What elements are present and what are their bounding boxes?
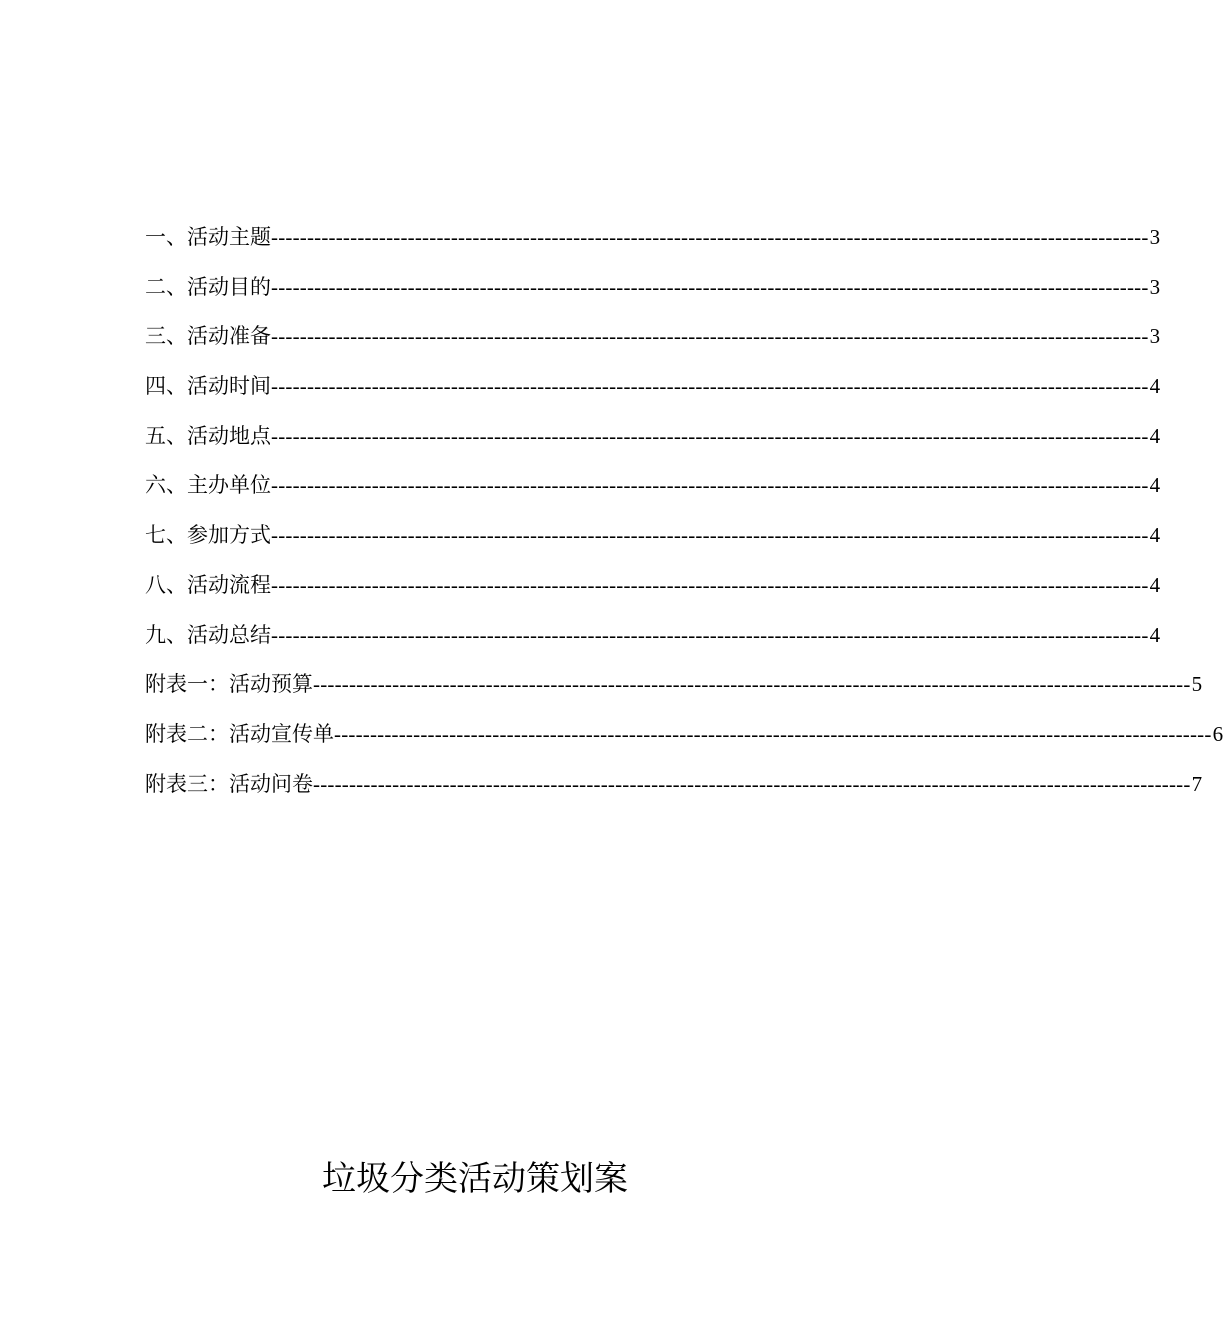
toc-entry[interactable] xyxy=(145,511,1161,561)
toc-entry-label: 三、活动准备 xyxy=(145,324,271,349)
toc-page-number: 4 xyxy=(1149,473,1161,498)
toc-entry-label: 附表三：活动问卷 xyxy=(145,771,313,796)
toc-dot-leader: -------------------------------------------------------------------------------------------------------------------------- xyxy=(334,721,1212,746)
toc-dot-leader: -------------------------------------------------------------------------------------------------------------------------- xyxy=(271,324,1149,349)
toc-entry[interactable] xyxy=(145,263,1161,313)
toc-entry[interactable] xyxy=(145,461,1161,511)
toc-page-number: 4 xyxy=(1149,523,1161,548)
toc-entry-label: 二、活动目的 xyxy=(145,274,271,299)
toc-page-number: 4 xyxy=(1149,622,1161,647)
toc-entry[interactable] xyxy=(145,412,1161,462)
toc-entry[interactable] xyxy=(145,710,1223,760)
toc-entry-label: 九、活动总结 xyxy=(145,622,271,647)
toc-entry[interactable] xyxy=(145,660,1203,710)
toc-dot-leader: -------------------------------------------------------------------------------------------------------------------------- xyxy=(313,771,1191,796)
toc-dot-leader: -------------------------------------------------------------------------------------------------------------------------- xyxy=(271,274,1149,299)
toc-entry-label: 八、活动流程 xyxy=(145,572,271,597)
toc-page-number: 4 xyxy=(1149,374,1161,399)
toc-entry-label: 六、主办单位 xyxy=(145,473,271,498)
toc-page-number: 3 xyxy=(1149,324,1161,349)
toc-page-number: 3 xyxy=(1149,225,1161,249)
toc-dot-leader: -------------------------------------------------------------------------------------------------------------------------- xyxy=(271,622,1149,647)
toc-dot-leader: -------------------------------------------------------------------------------------------------------------------------- xyxy=(271,423,1149,448)
toc-page-number: 3 xyxy=(1149,274,1161,299)
toc-dot-leader: -------------------------------------------------------------------------------------------------------------------------- xyxy=(271,572,1149,597)
toc-dot-leader: -------------------------------------------------------------------------------------------------------------------------- xyxy=(271,225,1149,249)
toc-entry[interactable] xyxy=(145,760,1203,810)
toc-entry-label: 七、参加方式 xyxy=(145,523,271,548)
document-title: 垃圾分类活动策划案 xyxy=(322,1159,628,1199)
toc-dot-leader: -------------------------------------------------------------------------------------------------------------------------- xyxy=(271,523,1149,548)
toc-entry-label: 附表二：活动宣传单 xyxy=(145,721,334,746)
toc-dot-leader: -------------------------------------------------------------------------------------------------------------------------- xyxy=(271,374,1149,399)
toc-entry[interactable] xyxy=(145,312,1161,362)
toc-page-number: 6 xyxy=(1212,721,1223,746)
toc-entry[interactable] xyxy=(145,362,1161,412)
toc-entry-label: 五、活动地点 xyxy=(145,423,271,448)
toc-page-number: 4 xyxy=(1149,423,1161,448)
toc-dot-leader: -------------------------------------------------------------------------------------------------------------------------- xyxy=(271,473,1149,498)
toc-page-number: 5 xyxy=(1191,672,1203,697)
table-of-contents xyxy=(145,213,1223,809)
toc-entry[interactable] xyxy=(145,561,1161,611)
toc-entry[interactable] xyxy=(145,213,1161,263)
toc-page-number: 7 xyxy=(1191,771,1203,796)
toc-entry-label: 一、活动主题 xyxy=(145,225,271,249)
toc-dot-leader: -------------------------------------------------------------------------------------------------------------------------- xyxy=(313,672,1191,697)
toc-entry-label: 附表一：活动预算 xyxy=(145,672,313,697)
toc-page-number: 4 xyxy=(1149,572,1161,597)
toc-entry[interactable] xyxy=(145,611,1161,661)
toc-entry-label: 四、活动时间 xyxy=(145,374,271,399)
